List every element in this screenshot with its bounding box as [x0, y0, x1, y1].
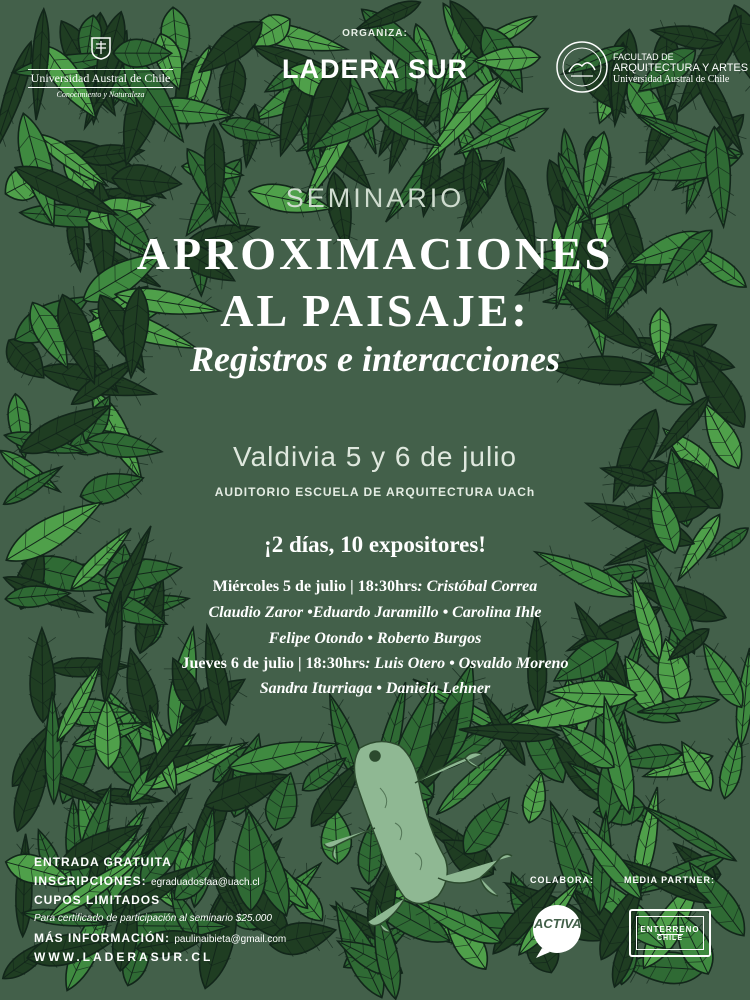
- schedule-day-1: [0, 578, 750, 596]
- mas-info-row: [34, 931, 286, 945]
- schedule-day-1-label: Miércoles 5 de julio | 18:30hrs: [212, 578, 418, 595]
- colabora-label: COLABORA:: [530, 875, 594, 885]
- faculty-line-3: Universidad Austral de Chile: [613, 74, 730, 85]
- schedule-day-1-speakers-2: Claudio Zaror •Eduardo Jaramillo • Carolina Ihle: [208, 604, 542, 621]
- activa-logo-text: ACTIVA: [534, 916, 582, 931]
- event-venue: AUDITORIO ESCUELA DE ARQUITECTURA UACh: [214, 485, 536, 499]
- schedule-day-1-line-3: [0, 630, 750, 648]
- schedule-day-2-first: : Luis Otero • Osvaldo Moreno: [365, 655, 569, 672]
- schedule-day-2-line-2: [0, 680, 750, 698]
- event-kicker: SEMINARIO: [285, 183, 465, 213]
- inscripciones-label: INSCRIPCIONES:: [34, 874, 147, 888]
- schedule-day-1-first: : Cristóbal Correa: [417, 578, 538, 595]
- cupos-limitados: CUPOS LIMITADOS: [34, 893, 161, 907]
- organizer-brand: LADERA SUR: [281, 54, 468, 84]
- media-partner-country: CHILE: [657, 934, 683, 942]
- organiza-label: ORGANIZA:: [342, 28, 408, 39]
- schedule-day-1-speakers-3: Felipe Otondo • Roberto Burgos: [268, 630, 482, 647]
- event-title-line-2: AL PAISAJE:: [220, 285, 530, 336]
- faculty-line-2: ARQUITECTURA Y ARTES: [613, 62, 749, 74]
- frog-illustration-icon: [320, 728, 530, 938]
- website-link[interactable]: WWW.LADERASUR.CL: [34, 950, 214, 964]
- faculty-line-1: FACULTAD DE: [613, 52, 674, 62]
- enterreno-stamp-icon: [629, 909, 711, 957]
- university-tagline: Conocimiento y Naturaleza: [56, 90, 145, 99]
- mas-info-email[interactable]: paulinaibieta@gmail.com: [174, 934, 287, 945]
- inscripciones-row: [34, 874, 260, 888]
- media-partner-name: ENTERRENO: [640, 924, 700, 934]
- inscripciones-email[interactable]: egraduadosfaa@uach.cl: [151, 877, 260, 888]
- schedule-day-1-line-2: [0, 604, 750, 622]
- schedule-day-2-label: Jueves 6 de julio | 18:30hrs: [181, 655, 366, 672]
- event-date: Valdivia 5 y 6 de julio: [233, 441, 517, 472]
- activa-logo-icon: [530, 902, 584, 960]
- faculty-logo: [555, 40, 749, 99]
- entrada-gratuita: ENTRADA GRATUITA: [34, 855, 172, 869]
- media-partner-label: MEDIA PARTNER:: [624, 875, 715, 885]
- university-name: Universidad Austral de Chile: [28, 69, 173, 88]
- certificado-note: Para certificado de participación al seminario $25.000: [34, 913, 272, 924]
- event-subtitle: Registros e interacciones: [190, 339, 560, 379]
- faculty-seal-icon: [555, 40, 609, 94]
- mas-info-label: MÁS INFORMACIÓN:: [34, 931, 170, 945]
- event-highlight: ¡2 días, 10 expositores!: [264, 532, 486, 557]
- schedule-day-2-speakers-2: Sandra Iturriaga • Daniela Lehner: [259, 680, 491, 697]
- schedule-day-2: [0, 655, 750, 673]
- event-title-line-1: APROXIMACIONES: [136, 228, 614, 279]
